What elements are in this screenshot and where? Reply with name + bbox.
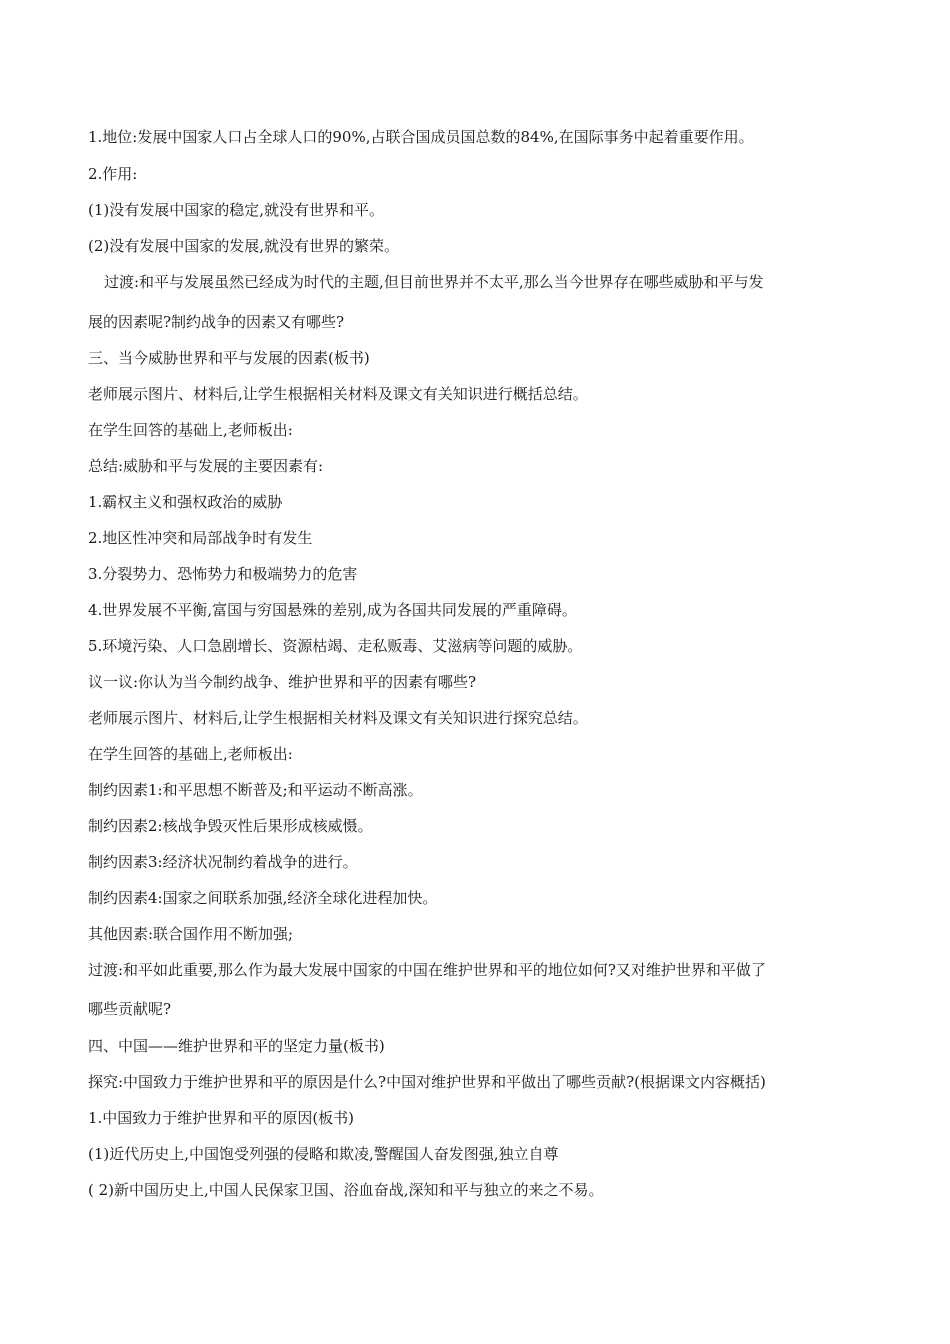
list-item: 制约因素1:和平思想不断普及;和平运动不断高涨。 xyxy=(88,781,423,799)
text-line: 探究:中国致力于维护世界和平的原因是什么?中国对维护世界和平做出了哪些贡献?(根据课文内容概括) xyxy=(88,1073,766,1091)
text-line: 过渡:和平与发展虽然已经成为时代的主题,但目前世界并不太平,那么当今世界存在哪些威胁和平与发 xyxy=(104,273,764,291)
list-item: 5.环境污染、人口急剧增长、资源枯竭、走私贩毒、艾滋病等问题的威胁。 xyxy=(88,637,583,655)
text-line: 过渡:和平如此重要,那么作为最大发展中国家的中国在维护世界和平的地位如何?又对维护世界和平做了 xyxy=(88,961,766,979)
list-item: 2.地区性冲突和局部战争时有发生 xyxy=(88,529,313,547)
text-line: 总结:威胁和平与发展的主要因素有: xyxy=(88,457,324,475)
text-line: 哪些贡献呢? xyxy=(88,1000,172,1018)
list-item: 1.霸权主义和强权政治的威胁 xyxy=(88,493,283,511)
section-heading: 四、中国——维护世界和平的坚定力量(板书) xyxy=(88,1037,385,1055)
list-item: 制约因素2:核战争毁灭性后果形成核威慑。 xyxy=(88,817,373,835)
list-item: (1)近代历史上,中国饱受列强的侵略和欺凌,警醒国人奋发图强,独立自尊 xyxy=(88,1145,559,1163)
text-line: 在学生回答的基础上,老师板出: xyxy=(88,745,293,763)
list-item: ( 2)新中国历史上,中国人民保家卫国、浴血奋战,深知和平与独立的来之不易。 xyxy=(88,1181,604,1199)
list-item: 4.世界发展不平衡,富国与穷国悬殊的差别,成为各国共同发展的严重障碍。 xyxy=(88,601,577,619)
text-line: 展的因素呢?制约战争的因素又有哪些? xyxy=(88,313,345,331)
section-heading: 三、当今威胁世界和平与发展的因素(板书) xyxy=(88,349,370,367)
text-line: 1.地位:发展中国家人口占全球人口的90%,占联合国成员国总数的84%,在国际事务中起着重要作用。 xyxy=(88,128,754,146)
list-item: 1.中国致力于维护世界和平的原因(板书) xyxy=(88,1109,355,1127)
list-item: 3.分裂势力、恐怖势力和极端势力的危害 xyxy=(88,565,358,583)
text-line: 老师展示图片、材料后,让学生根据相关材料及课文有关知识进行探究总结。 xyxy=(88,709,588,727)
list-item: 制约因素4:国家之间联系加强,经济全球化进程加快。 xyxy=(88,889,438,907)
text-line: (1)没有发展中国家的稳定,就没有世界和平。 xyxy=(88,201,385,219)
text-line: (2)没有发展中国家的发展,就没有世界的繁荣。 xyxy=(88,237,400,255)
list-item: 其他因素:联合国作用不断加强; xyxy=(88,925,294,943)
text-line: 议一议:你认为当今制约战争、维护世界和平的因素有哪些? xyxy=(88,673,477,691)
text-line: 老师展示图片、材料后,让学生根据相关材料及课文有关知识进行概括总结。 xyxy=(88,385,588,403)
text-line: 2.作用: xyxy=(88,165,138,183)
text-line: 在学生回答的基础上,老师板出: xyxy=(88,421,293,439)
list-item: 制约因素3:经济状况制约着战争的进行。 xyxy=(88,853,358,871)
